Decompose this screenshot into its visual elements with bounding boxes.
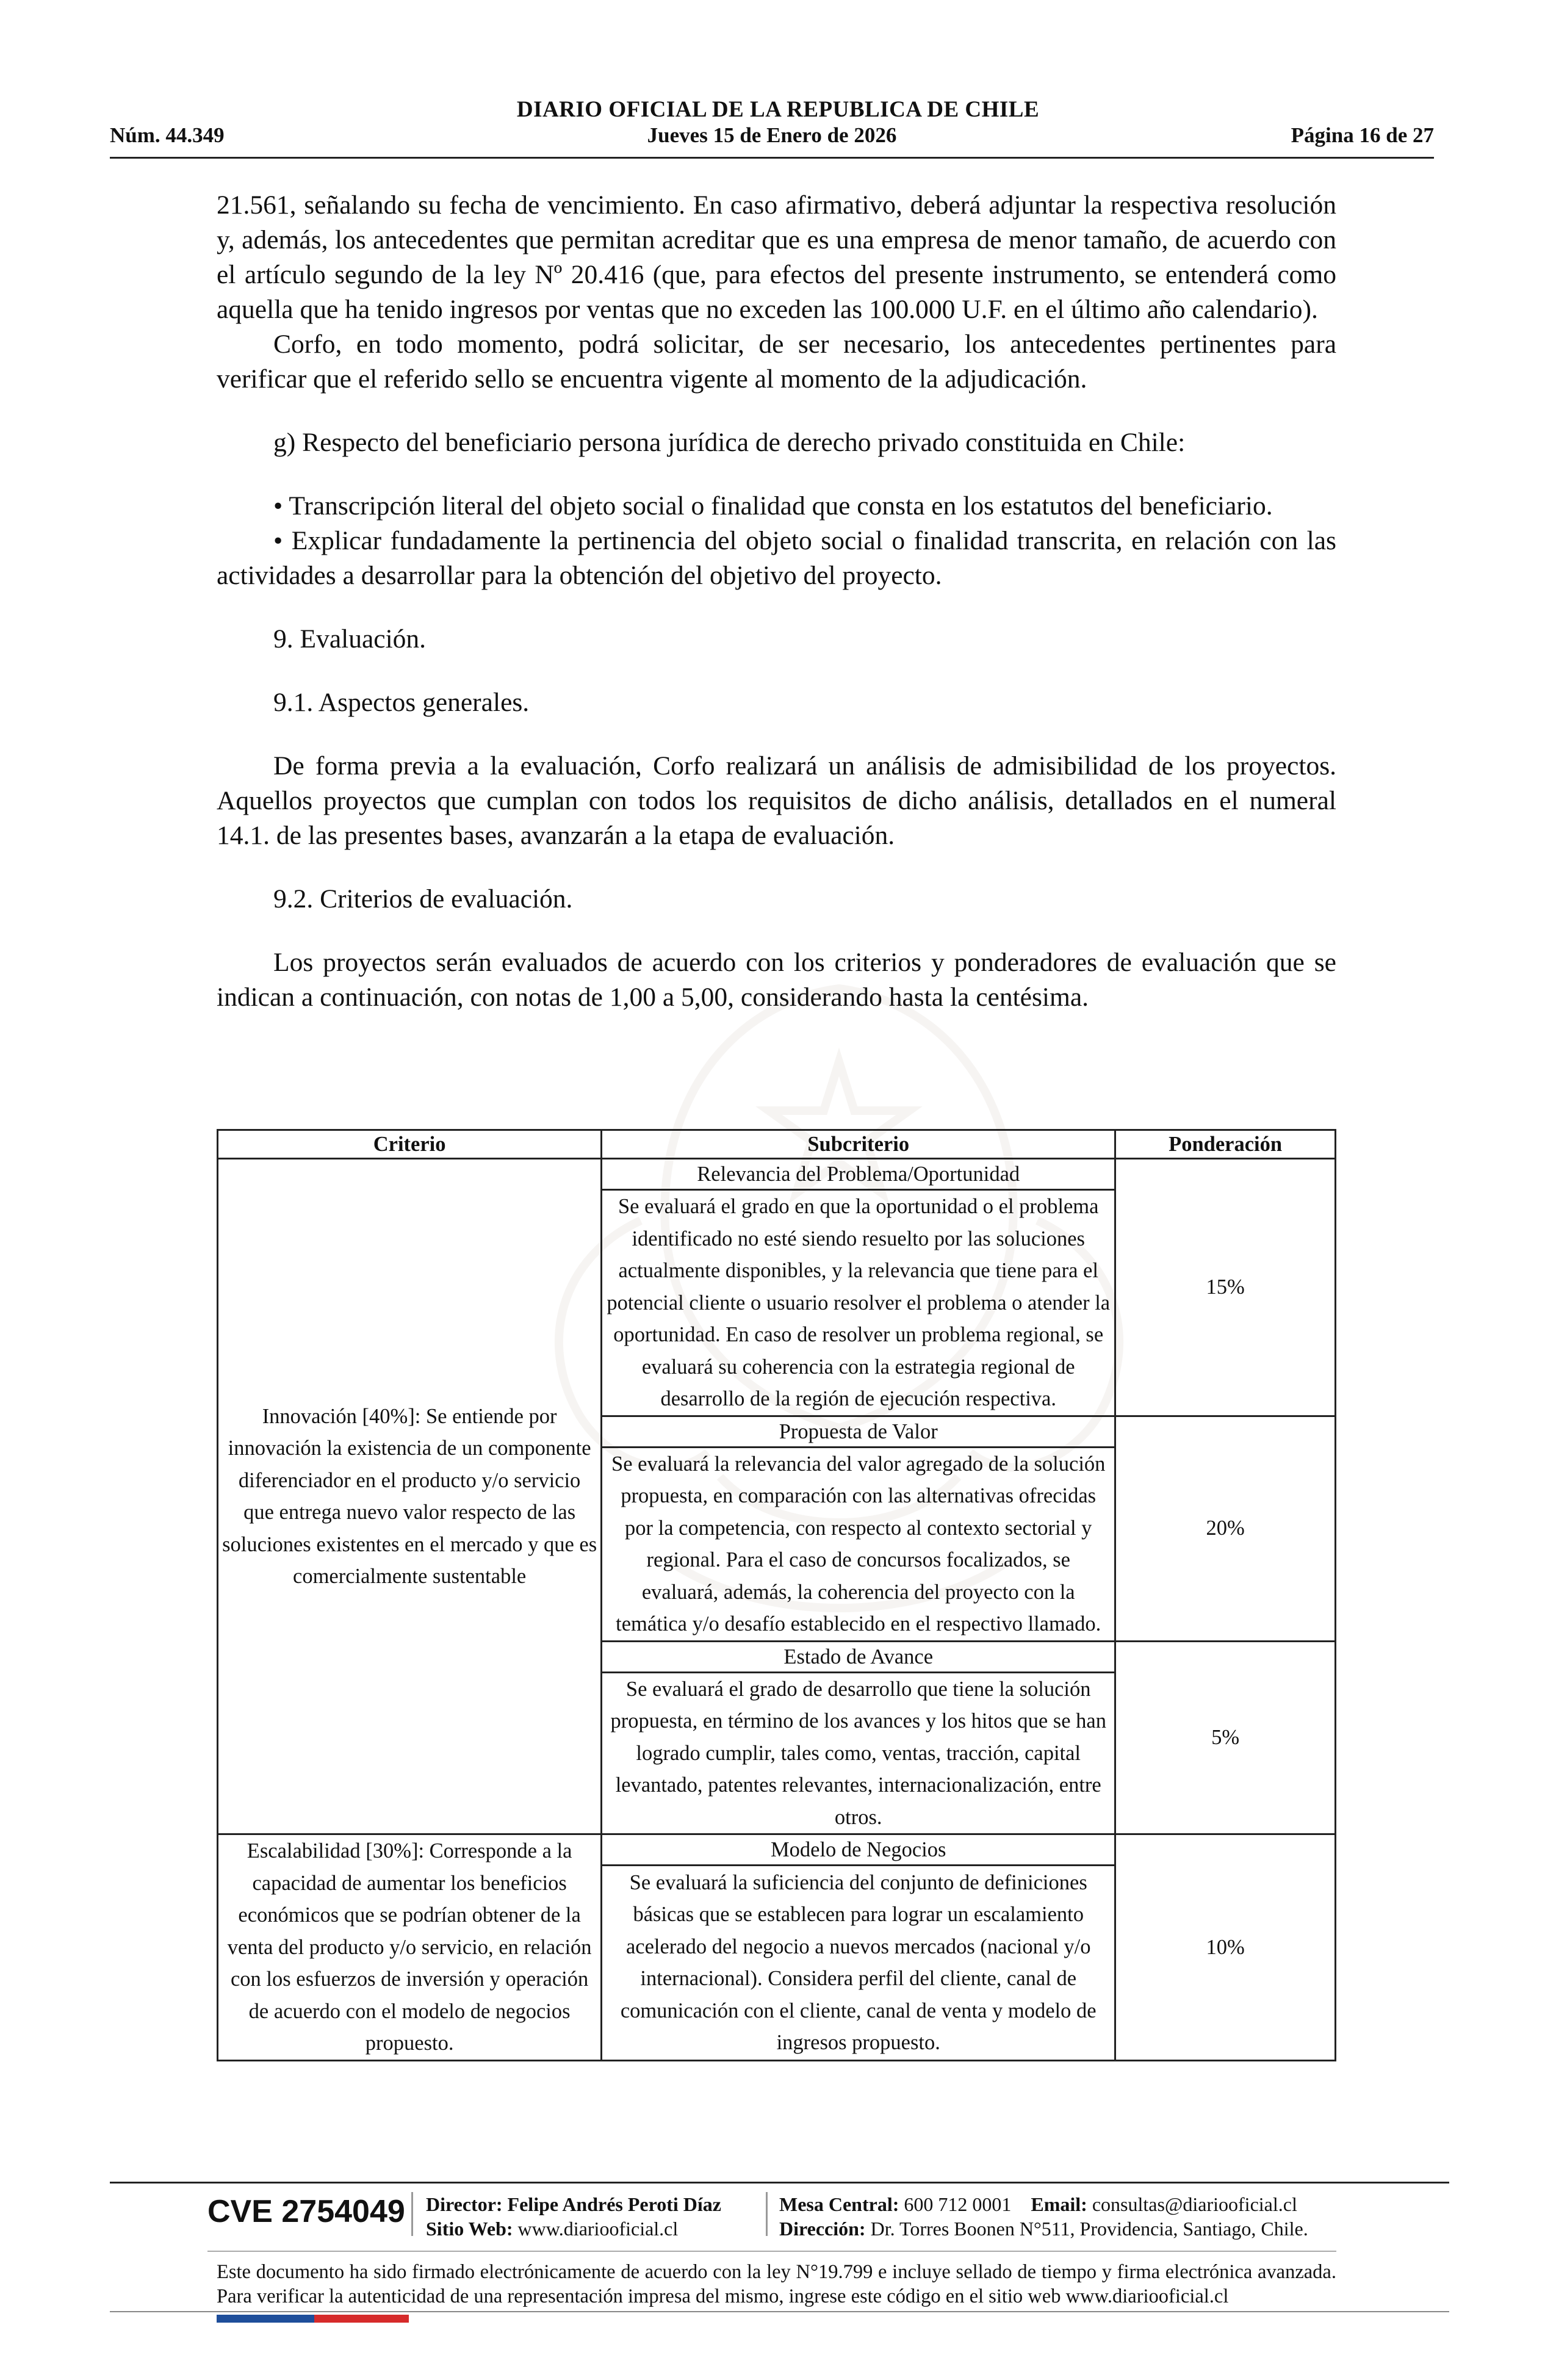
subcriterion-description: Se evaluará la suficiencia del conjunto de definiciones básicas que se establecen para lograr un escalamiento acelerado del negocio a nuevos mercados (nacional y/o internacional). Considera perfil del cliente, canal de comunicación con el cliente, canal de venta y modelo de ingresos propuesto. (602, 1866, 1115, 2060)
mesa-label: Mesa Central: (779, 2193, 899, 2215)
page-indicator: Página 16 de 27 (1291, 123, 1434, 147)
table-header-row (218, 1130, 1336, 1159)
weight-cell: 10% (1115, 1834, 1336, 2061)
site-link[interactable]: www.diariooficial.cl (517, 2218, 679, 2240)
flag-stripe-blue (217, 2315, 314, 2323)
paragraph: 21.561, señalando su fecha de vencimiento. En caso afirmativo, deberá adjuntar la respectiva resolución y, además, los antecedentes que permitan acreditar que es una empresa de menor tamaño, de acuerdo con el artículo segundo de la ley Nº 20.416 (que, para efectos del presente instrumento, se entenderá como aquella que ha tenido ingresos por ventas que no exceden las 100.000 U.F. en el último año calendario). (217, 190, 1336, 324)
column-header: Ponderación (1115, 1130, 1336, 1159)
paragraph: De forma previa a la evaluación, Corfo realizará un análisis de admisibilidad de los proyectos. Aquellos proyectos que cumplan con todos los requisitos de dicho análisis, detallados en el numeral 14.1. de las presentes bases, avanzarán a la etapa de evaluación. (217, 751, 1336, 850)
header-divider (110, 157, 1434, 159)
email-link[interactable]: consultas@diariooficial.cl (1092, 2193, 1297, 2215)
subcriterion-title: Modelo de Negocios (602, 1834, 1115, 1866)
footer-separator (766, 2192, 768, 2236)
subcriterion-description: Se evaluará el grado de desarrollo que tiene la solución propuesta, en término de los avances y los hitos que se han logrado cumplir, tales como, ventas, tracción, capital levantado, patentes relevantes, internacionalización, entre otros. (602, 1672, 1115, 1834)
footer-divider (110, 2182, 1449, 2183)
paragraph: Los proyectos serán evaluados de acuerdo con los criterios y ponderadores de evaluación que se indican a continuación, con notas de 1,00 a 5,00, considerando hasta la centésima. (217, 948, 1336, 1012)
weight-cell: 15% (1115, 1159, 1336, 1416)
gazette-title: DIARIO OFICIAL DE LA REPUBLICA DE CHILE (516, 97, 1040, 122)
subcriterion-title: Relevancia del Problema/Oportunidad (602, 1159, 1115, 1190)
subcriterion-description: Se evaluará el grado en que la oportunidad o el problema identificado no esté siendo resuelto por las soluciones actualmente disponibles, y la relevancia que tiene para el potencial cliente o usuario resolver el problema o atender la oportunidad. En caso de resolver un problema regional, se evaluará su coherencia con la estrategia regional de desarrollo de la región de ejecución respectiva. (602, 1190, 1115, 1416)
subcriterion-description: Se evaluará la relevancia del valor agregado de la solución propuesta, en comparación con las alternativas ofrecidas por la competencia, con respecto al contexto sectorial y regional. Para el caso de concursos focalizados, se evaluará, además, la coherencia del proyecto con la temática y/o desafío establecido en el respectivo llamado. (602, 1447, 1115, 1641)
director-label: Director: (426, 2193, 503, 2215)
subcriterion-title: Estado de Avance (602, 1641, 1115, 1672)
document-body (217, 188, 1336, 1015)
table-row (218, 1159, 1336, 1190)
address-label: Dirección: (779, 2218, 866, 2240)
bullet-item: • Explicar fundadamente la pertinencia del objeto social o finalidad transcrita, en relación con las actividades a desarrollar para la obtención del objetivo del proyecto. (217, 526, 1336, 590)
signature-note: Este documento ha sido firmado electrónicamente de acuerdo con la ley N°19.799 e incluye sellado de tiempo y firma electrónica avanzada. Para verificar la autenticidad de una representación impresa del mismo, ingrese este código en el sitio web www.diariooficial.cl (217, 2261, 1336, 2307)
mesa-phone: 600 712 0001 (904, 2193, 1012, 2215)
bullet-item: • Transcripción literal del objeto social o finalidad que consta en los estatutos del beneficiario. (273, 491, 1273, 521)
footer-director-block (426, 2192, 721, 2241)
paragraph: Corfo, en todo momento, podrá solicitar, de ser necesario, los antecedentes pertinentes para verificar que el referido sello se encuentra vigente al momento de la adjudicación. (217, 330, 1336, 394)
footer-separator (411, 2192, 413, 2236)
email-label: Email: (1031, 2193, 1087, 2215)
cve-code: CVE 2754049 (207, 2194, 405, 2229)
column-header: Criterio (218, 1130, 602, 1159)
column-header: Subcriterio (602, 1130, 1115, 1159)
criterion-cell: Escalabilidad [30%]: Corresponde a la capacidad de aumentar los beneficios económicos que se podrían obtener de la venta del producto y/o servicio, en relación con los esfuerzos de inversión y operación de acuerdo con el modelo de negocios propuesto. (218, 1834, 602, 2061)
section-heading: 9.1. Aspectos generales. (273, 688, 530, 717)
criteria-table (217, 1129, 1336, 2061)
footer-divider (110, 2311, 1449, 2312)
flag-stripe-red (314, 2315, 409, 2323)
paragraph: g) Respecto del beneficiario persona jurídica de derecho privado constituida en Chile: (273, 428, 1186, 457)
section-heading: 9.2. Criterios de evaluación. (273, 884, 573, 914)
address: Dr. Torres Boonen N°511, Providencia, Santiago, Chile. (870, 2218, 1308, 2240)
section-heading: 9. Evaluación. (273, 624, 427, 654)
weight-cell: 5% (1115, 1641, 1336, 1834)
footer-contact-block (779, 2192, 1308, 2241)
table-row (218, 1834, 1336, 1866)
issue-number: Núm. 44.349 (110, 123, 225, 147)
weight-cell: 20% (1115, 1416, 1336, 1641)
site-label: Sitio Web: (426, 2218, 513, 2240)
criteria-table-wrap (217, 1129, 1336, 2061)
director-name: Felipe Andrés Peroti Díaz (507, 2193, 721, 2215)
footer-divider (207, 2251, 1336, 2252)
issue-date: Jueves 15 de Enero de 2026 (647, 123, 897, 147)
criterion-cell: Innovación [40%]: Se entiende por innovación la existencia de un componente diferenciador en el producto y/o servicio que entrega nuevo valor respecto de las soluciones existentes en el mercado y que es comercialmente sustentable (218, 1159, 602, 1834)
subcriterion-title: Propuesta de Valor (602, 1416, 1115, 1447)
